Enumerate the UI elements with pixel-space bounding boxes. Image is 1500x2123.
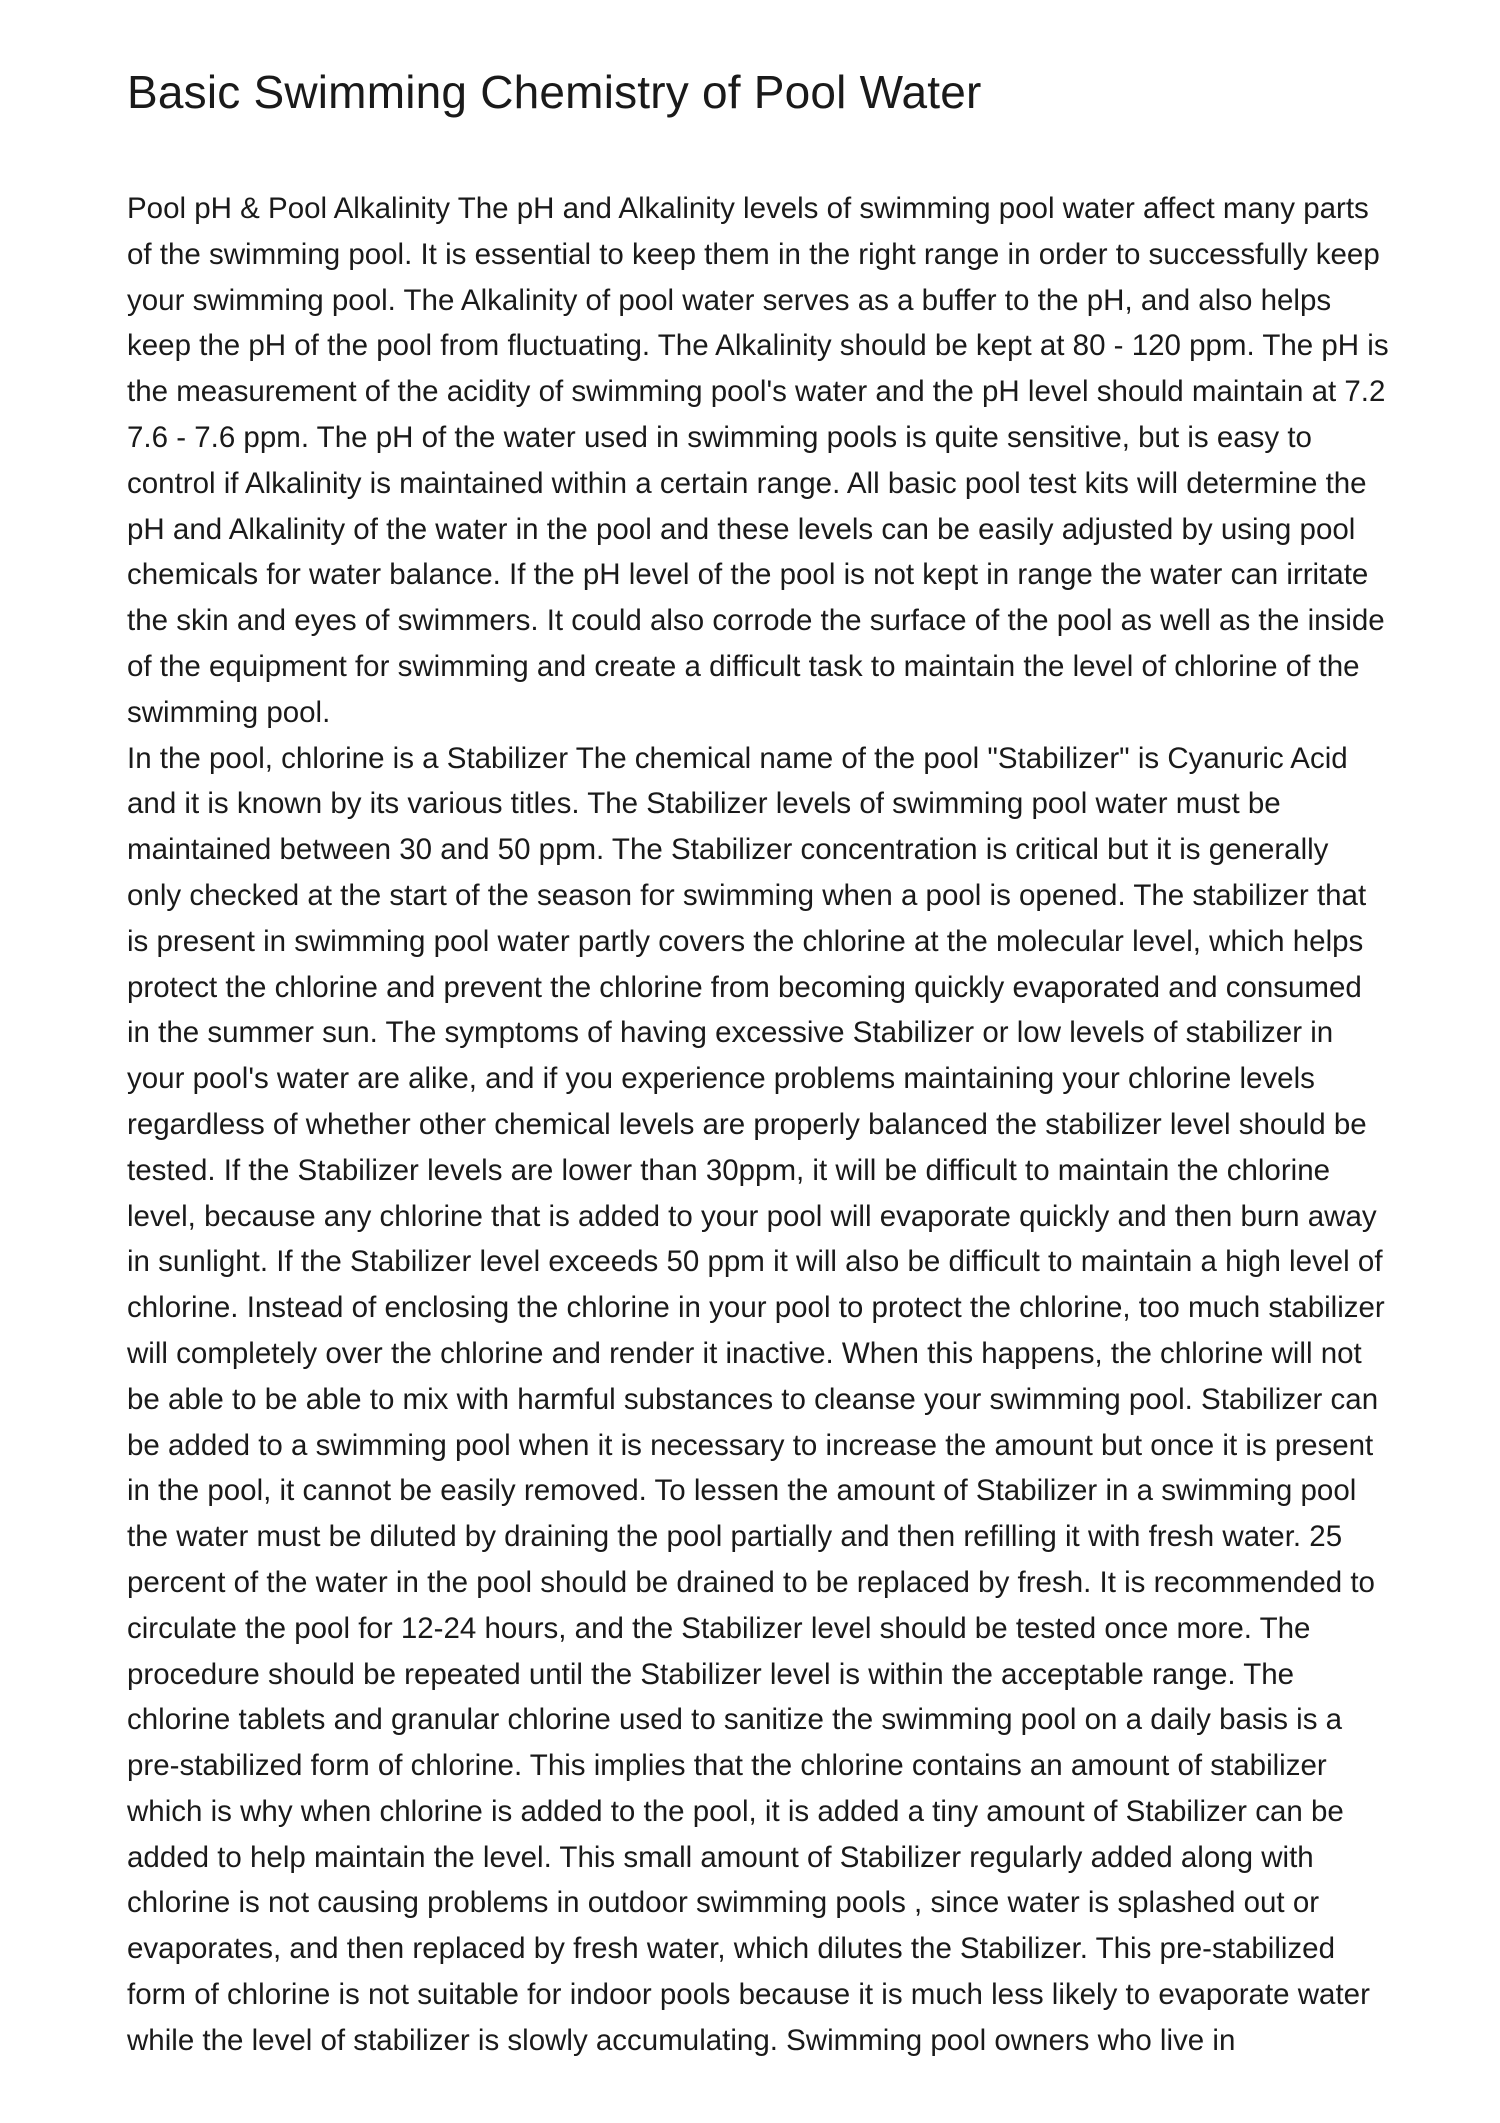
document-body xyxy=(127,186,1389,2064)
document-page xyxy=(127,62,1389,2064)
paragraph-ph-alkalinity: Pool pH & Pool Alkalinity The pH and Alkalinity levels of swimming pool water affect many parts of the swimming pool. It is essential to keep them in the right range in order to successfully keep your swimming pool. The Alkalinity of pool water serves as a buffer to the pH, and also helps keep the pH of the pool from fluctuating. The Alkalinity should be kept at 80 - 120 ppm. The pH is the measurement of the acidity of swimming pool's water and the pH level should maintain at 7.2 7.6 - 7.6 ppm. The pH of the water used in swimming pools is quite sensitive, but is easy to control if Alkalinity is maintained within a certain range. All basic pool test kits will determine the pH and Alkalinity of the water in the pool and these levels can be easily adjusted by using pool chemicals for water balance. If the pH level of the pool is not kept in range the water can irritate the skin and eyes of swimmers. It could also corrode the surface of the pool as well as the inside of the equipment for swimming and create a difficult task to maintain the level of chlorine of the swimming pool. xyxy=(127,192,1389,729)
paragraph-stabilizer: In the pool, chlorine is a Stabilizer The chemical name of the pool "Stabilizer" is Cyanuric Acid and it is known by its various titles. The Stabilizer levels of swimming pool water must be maintained between 30 and 50 ppm. The Stabilizer concentration is critical but it is generally only checked at the start of the season for swimming when a pool is opened. The stabilizer that is present in swimming pool water partly covers the chlorine at the molecular level, which helps protect the chlorine and prevent the chlorine from becoming quickly evaporated and consumed in the summer sun. The symptoms of having excessive Stabilizer or low levels of stabilizer in your pool's water are alike, and if you experience problems maintaining your chlorine levels regardless of whether other chemical levels are properly balanced the stabilizer level should be tested. If the Stabilizer levels are lower than 30ppm, it will be difficult to maintain the chlorine level, because any chlorine that is added to your pool will evaporate quickly and then burn away in sunlight. If the Stabilizer level exceeds 50 ppm it will also be difficult to maintain a high level of chlorine. Instead of enclosing the chlorine in your pool to protect the chlorine, too much stabilizer will completely over the chlorine and render it inactive. When this happens, the chlorine will not be able to be able to mix with harmful substances to cleanse your swimming pool. Stabilizer can be added to a swimming pool when it is necessary to increase the amount but once it is present in the pool, it cannot be easily removed. To lessen the amount of Stabilizer in a swimming pool the water must be diluted by draining the pool partially and then refilling it with fresh water. 25 percent of the water in the pool should be drained to be replaced by fresh. It is recommended to circulate the pool for 12-24 hours, and the Stabilizer level should be tested once more. The procedure should be repeated until the Stabilizer level is within the acceptable range. The chlorine tablets and granular chlorine used to sanitize the swimming pool on a daily basis is a pre-stabilized form of chlorine. This implies that the chlorine contains an amount of stabilizer which is why when chlorine is added to the pool, it is added a tiny amount of Stabilizer can be added to help maintain the level. This small amount of Stabilizer regularly added along with chlorine is not causing problems in outdoor swimming pools , since water is splashed out or evaporates, and then replaced by fresh water, which dilutes the Stabilizer. This pre-stabilized form of chlorine is not suitable for indoor pools because it is much less likely to evaporate water while the level of stabilizer is slowly accumulating. Swimming pool owners who live in xyxy=(127,741,1385,2057)
document-title: Basic Swimming Chemistry of Pool Water xyxy=(127,66,982,118)
